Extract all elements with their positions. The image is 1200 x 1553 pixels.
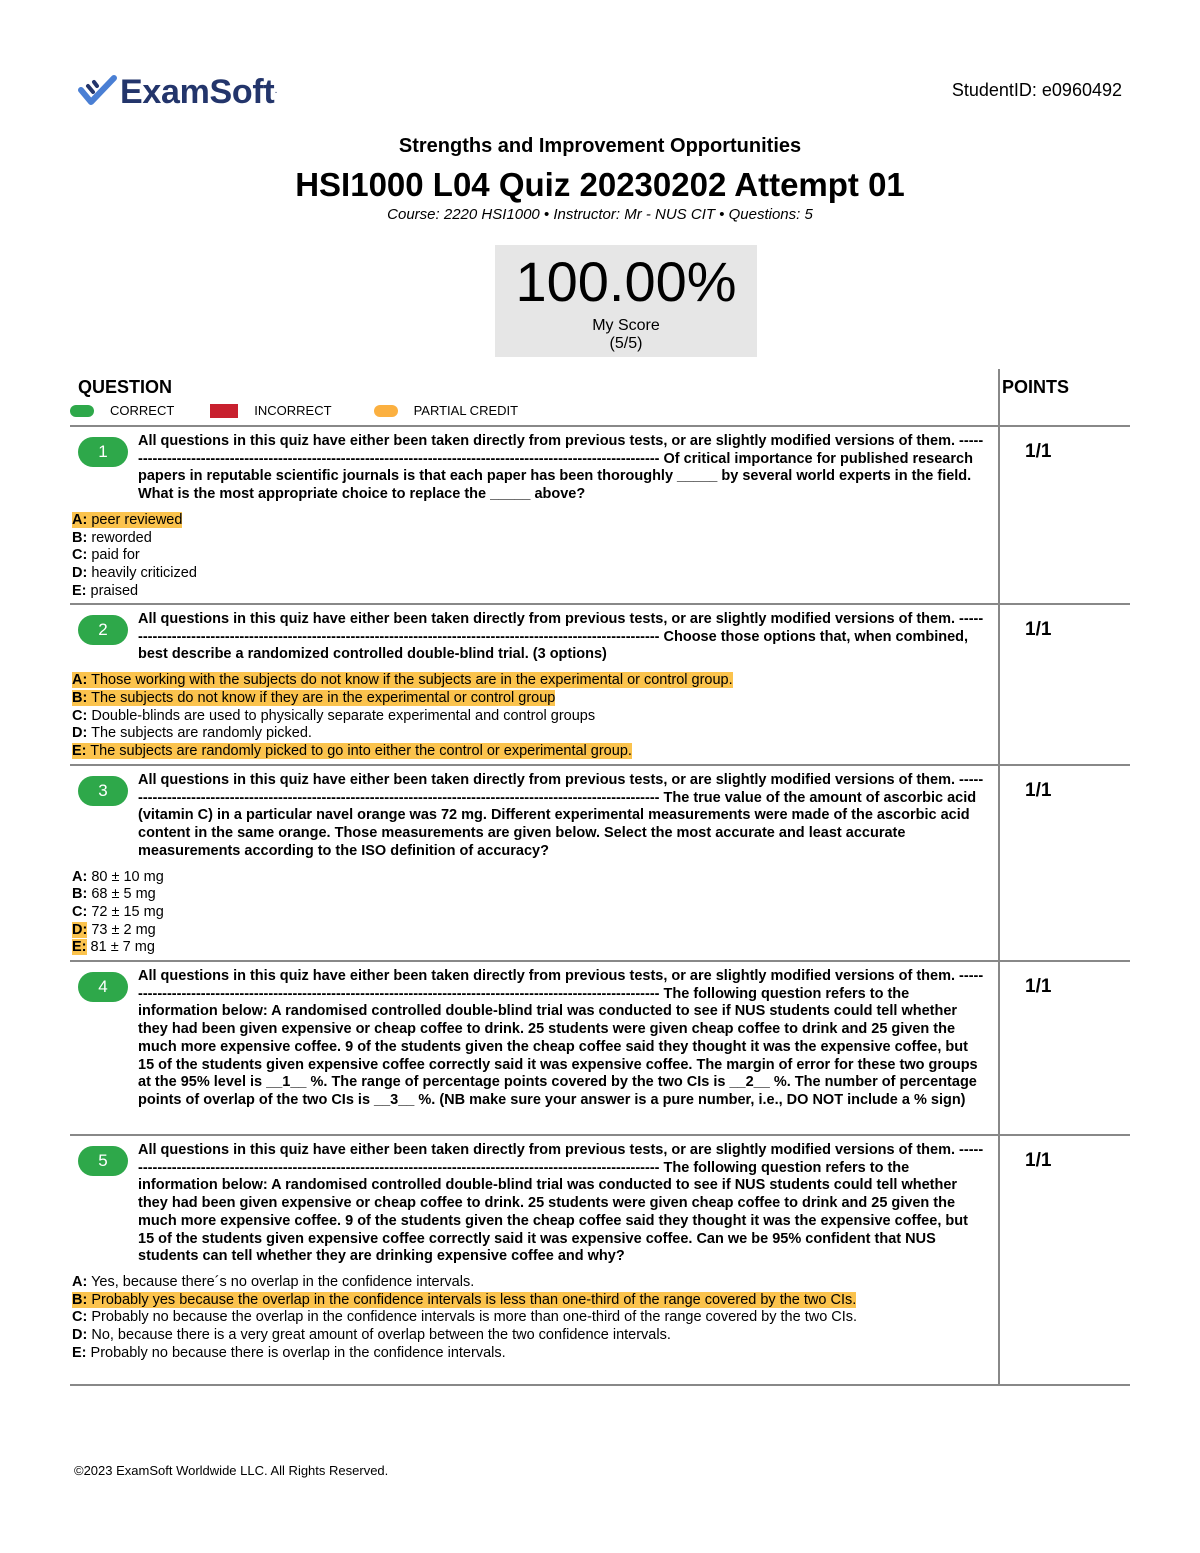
legend-partial-label: PARTIAL CREDIT — [413, 403, 519, 418]
brand-trademark: · — [274, 86, 278, 98]
answer-option — [72, 1309, 1130, 1327]
option-letter: D: — [72, 1327, 88, 1344]
legend — [70, 403, 518, 418]
answer-options — [70, 672, 1130, 761]
answer-option — [72, 672, 1130, 690]
answer-options — [70, 869, 1130, 958]
question-row — [70, 764, 1130, 960]
legend-correct-swatch — [70, 405, 94, 417]
option-text: paid for — [91, 547, 140, 564]
question-number-badge: 5 — [78, 1146, 128, 1176]
legend-correct — [70, 403, 174, 418]
answer-option — [72, 922, 1130, 940]
answer-option — [72, 530, 1130, 548]
question-number-badge: 4 — [78, 972, 128, 1002]
question-number-badge: 1 — [78, 437, 128, 467]
option-letter: D: — [72, 921, 88, 938]
option-letter: A: — [72, 868, 88, 885]
answer-option — [72, 904, 1130, 922]
question-row — [70, 425, 1130, 603]
answer-option — [72, 886, 1130, 904]
examsoft-check-icon — [78, 72, 118, 112]
option-letter: B: — [72, 689, 88, 706]
question-row — [70, 1134, 1130, 1384]
score-fraction: (5/5) — [609, 335, 643, 352]
course-line: Course: 2220 HSI1000 • Instructor: Mr - NUS CIT • Questions: 5 — [387, 206, 813, 223]
answer-option — [72, 1274, 1130, 1292]
score-box — [495, 245, 757, 357]
answer-option — [72, 743, 1130, 761]
option-letter: B: — [72, 886, 88, 903]
legend-incorrect-label: INCORRECT — [254, 403, 332, 418]
answer-option — [72, 583, 1130, 601]
results-table — [70, 369, 1130, 1386]
option-letter: C: — [72, 547, 88, 564]
legend-partial-swatch — [374, 405, 398, 417]
option-text: Probably no because there is overlap in the confidence intervals. — [90, 1344, 506, 1361]
examsoft-logo — [78, 72, 278, 112]
legend-incorrect-swatch — [210, 404, 238, 418]
option-text: No, because there is a very great amount of overlap between the two confidence intervals. — [91, 1327, 671, 1344]
question-row — [70, 960, 1130, 1134]
option-text: 81 ± 7 mg — [90, 939, 155, 956]
table-header — [70, 369, 1130, 425]
question-row — [70, 603, 1130, 764]
question-points: 1/1 — [1025, 780, 1052, 801]
option-letter: C: — [72, 903, 88, 920]
option-letter: B: — [72, 1291, 88, 1308]
option-text: The subjects are randomly picked. — [91, 725, 312, 742]
option-text: 80 ± 10 mg — [91, 868, 164, 885]
points-header: POINTS — [1002, 377, 1070, 397]
option-letter: C: — [72, 1309, 88, 1326]
answer-options — [70, 512, 1130, 601]
option-text: reworded — [91, 529, 152, 546]
copyright-footer: ©2023 ExamSoft Worldwide LLC. All Rights Reserved. — [74, 1463, 389, 1478]
legend-incorrect — [210, 403, 331, 418]
option-letter: E: — [72, 742, 87, 759]
question-number-badge: 3 — [78, 776, 128, 806]
option-letter: A: — [72, 511, 88, 528]
student-id: StudentID: e0960492 — [951, 80, 1122, 100]
question-header: QUESTION — [78, 377, 173, 397]
answer-option — [72, 869, 1130, 887]
option-text: 73 ± 2 mg — [91, 921, 156, 938]
question-text: All questions in this quiz have either been taken directly from previous tests, or are slightly modified versions of them. ----------------------------------------------------------------------------------------------------------------- The following question refers to the information below: A randomised controlled double-blind trial was conducted to see if NUS students could tell whether they had been given expensive or cheap coffee to drink. 25 students were given cheap coffee to drink and 25 given the much more expensive coffee. 9 of the students given the cheap coffee said they thought it was the expensive coffee, but 15 of the students given expensive coffee correctly said it was expensive coffee. The margin of error for these two groups at the 95% level is __1__ %. The range of percentage points covered by the two CIs is __2__ %. The number of percentage points of overlap of the two CIs is __3__ %. (NB make sure your answer is a pure number, i.e., DO NOT include a % sign) — [138, 968, 984, 1108]
answer-option — [72, 512, 1130, 530]
option-text: Probably no because the overlap in the confidence intervals is more than one-third of the range covered by the two CIs. — [91, 1309, 858, 1326]
score-label: My Score — [592, 317, 660, 334]
answer-option — [72, 547, 1130, 565]
question-points: 1/1 — [1025, 441, 1052, 462]
answer-option — [72, 1292, 1130, 1310]
question-points: 1/1 — [1025, 976, 1052, 997]
brand-name: ExamSoft — [120, 72, 275, 111]
question-text: All questions in this quiz have either been taken directly from previous tests, or are slightly modified versions of them. ----------------------------------------------------------------------------------------------------------------- Of critical importance for published research papers in reputable scientific journals is that each paper has been thoroughly _____ by several world experts in the field. What is the most appropriate choice to replace the _____ above? — [138, 433, 984, 503]
option-text: Yes, because there´s no overlap in the confidence intervals. — [91, 1273, 475, 1290]
answer-option — [72, 565, 1130, 583]
option-letter: B: — [72, 529, 88, 546]
answer-option — [72, 1327, 1130, 1345]
question-number-badge: 2 — [78, 615, 128, 645]
score-value: 100.00% — [515, 250, 737, 313]
option-text: The subjects are randomly picked to go into either the control or experimental group. — [90, 742, 632, 759]
option-letter: D: — [72, 725, 88, 742]
answer-option — [72, 708, 1130, 726]
legend-partial — [374, 403, 519, 418]
report-title: HSI1000 L04 Quiz 20230202 Attempt 01 — [295, 166, 905, 203]
option-text: 68 ± 5 mg — [91, 886, 156, 903]
option-text: heavily criticized — [91, 564, 197, 581]
question-text: All questions in this quiz have either been taken directly from previous tests, or are slightly modified versions of them. ----------------------------------------------------------------------------------------------------------------- Choose those options that, when combined, best describe a randomized controlled double-blind trial. (3 options) — [138, 611, 984, 663]
answer-option — [72, 690, 1130, 708]
report-subtitle: Strengths and Improvement Opportunities — [398, 135, 802, 157]
answer-option — [72, 939, 1130, 957]
table-bottom-rule — [70, 1384, 1130, 1386]
answer-option — [72, 725, 1130, 743]
option-text: peer reviewed — [91, 511, 183, 528]
answer-option — [72, 1345, 1130, 1363]
question-text: All questions in this quiz have either been taken directly from previous tests, or are slightly modified versions of them. ----------------------------------------------------------------------------------------------------------------- The true value of the amount of ascorbic acid (vitamin C) in a particular navel orange was 72 mg. Different experimental measurements were made of the ascorbic acid content in the same orange. Those measurements are given below. Select the most accurate and least accurate measurements according to the ISO definition of accuracy? — [138, 772, 984, 859]
option-letter: E: — [72, 939, 87, 956]
question-points: 1/1 — [1025, 1150, 1052, 1171]
option-letter: A: — [72, 1273, 88, 1290]
option-letter: A: — [72, 672, 88, 689]
option-letter: E: — [72, 1344, 87, 1361]
option-letter: C: — [72, 707, 88, 724]
option-text: 72 ± 15 mg — [91, 903, 164, 920]
legend-correct-label: CORRECT — [110, 403, 175, 418]
option-text: Probably yes because the overlap in the confidence intervals is less than one-third of the range covered by the two CIs. — [91, 1291, 857, 1308]
option-text: Those working with the subjects do not know if the subjects are in the experimental or control group. — [91, 672, 733, 689]
question-text: All questions in this quiz have either been taken directly from previous tests, or are slightly modified versions of them. ----------------------------------------------------------------------------------------------------------------- The following question refers to the information below: A randomised controlled double-blind trial was conducted to see if NUS students could tell whether they had been given expensive or cheap coffee to drink. 25 students were given cheap coffee to drink and 25 given the much more expensive coffee. 9 of the students given the cheap coffee said they thought it was the expensive coffee, but 15 of the students given expensive coffee correctly said it was expensive coffee. Can we be 95% confident that NUS students can tell whether they are drinking expensive coffee and why? — [138, 1142, 984, 1265]
report-header — [0, 135, 1200, 223]
option-text: The subjects do not know if they are in the experimental or control group — [91, 689, 556, 706]
option-letter: D: — [72, 564, 88, 581]
answer-options — [70, 1274, 1130, 1363]
option-text: Double-blinds are used to physically separate experimental and control groups — [91, 707, 596, 724]
option-text: praised — [90, 582, 139, 599]
question-points: 1/1 — [1025, 619, 1052, 640]
option-letter: E: — [72, 582, 87, 599]
